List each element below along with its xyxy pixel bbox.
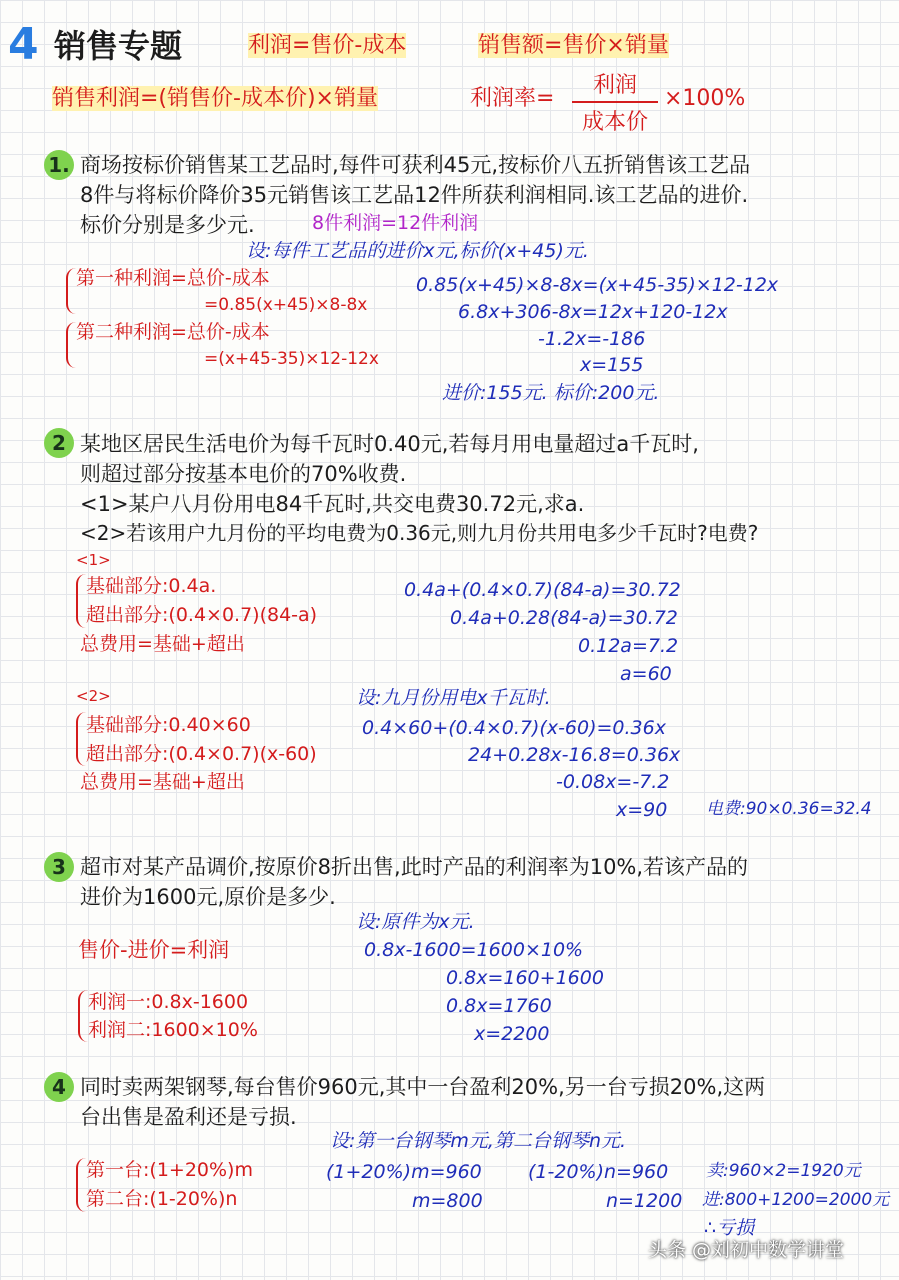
problem-3-line-1: 超市对某产品调价,按原价8折出售,此时产品的利润率为10%,若该产品的 <box>80 855 749 879</box>
problem-1-left-4: =(x+45-35)×12-12x <box>204 349 379 369</box>
formula-profit-rate-suffix: ×100% <box>664 86 746 111</box>
fraction-numerator: 利润 <box>592 73 637 98</box>
problem-3-eq-4: x=2200 <box>474 1023 550 1045</box>
problem-4-brace <box>76 1158 86 1212</box>
problem-4-buy: 进:800+1200=2000元 <box>702 1190 890 1210</box>
problem-1-eq-3: -1.2x=-186 <box>538 328 646 350</box>
problem-4-sell: 卖:960×2=1920元 <box>706 1161 861 1181</box>
problem-4-badge: 4 <box>44 1072 74 1102</box>
problem-1-badge: 1. <box>44 150 74 180</box>
chapter-number: 4 <box>8 19 39 70</box>
problem-4-left-2: 第二台:(1-20%)n <box>86 1188 238 1210</box>
problem-1-left-2: =0.85(x+45)×8-8x <box>204 295 368 315</box>
problem-4-eq-m-2: m=800 <box>412 1190 483 1212</box>
problem-2-p1-left-1: 基础部分:0.4a. <box>86 575 217 597</box>
problem-2-badge: 2 <box>44 428 74 458</box>
problem-2-line-2: 则超过部分按基本电价的70%收费. <box>80 462 407 486</box>
chapter-title: 销售专题 <box>54 27 183 65</box>
problem-3-left-2: 利润二:1600×10% <box>88 1019 258 1041</box>
formula-profit-rate-prefix: 利润率= <box>470 86 555 111</box>
problem-4-result: ∴亏损 <box>704 1217 755 1239</box>
problem-2-p2-left-2: 超出部分:(0.4×0.7)(x-60) <box>86 743 317 765</box>
problem-2-p2-eq-3: -0.08x=-7.2 <box>556 771 670 793</box>
problem-1-left-1: 第一种利润=总价-成本 <box>76 267 270 289</box>
problem-2-part-2-label: <2> <box>76 687 111 705</box>
formula-profit: 利润=售价-成本 <box>248 33 407 58</box>
problem-2-p2-fee: 电费:90×0.36=32.4 <box>706 799 872 819</box>
problem-1-line-3: 标价分别是多少元. <box>80 213 255 237</box>
formula-profit-rate-fraction <box>572 68 658 136</box>
fraction-denominator: 成本价 <box>581 110 648 135</box>
problem-2-p2-left-1: 基础部分:0.40×60 <box>86 714 251 736</box>
watermark: 头条 @刘初中数学讲堂 <box>648 1239 845 1261</box>
problem-4-line-2: 台出售是盈利还是亏损. <box>80 1105 297 1129</box>
problem-3-eq-3: 0.8x=1760 <box>446 995 552 1017</box>
problem-2-p1-left-2: 超出部分:(0.4×0.7)(84-a) <box>86 604 318 626</box>
problem-3-rule: 售价-进价=利润 <box>78 938 230 962</box>
problem-3-line-2: 进价为1600元,原价是多少. <box>80 885 336 909</box>
problem-1-line-2: 8件与将标价降价35元销售该工艺品12件所获利润相同.该工艺品的进价. <box>80 183 749 207</box>
problem-1-eq-2: 6.8x+306-8x=12x+120-12x <box>458 301 728 323</box>
problem-2-brace-2 <box>76 712 86 766</box>
problem-1-eq-1: 0.85(x+45)×8-8x=(x+45-35)×12-12x <box>416 274 779 296</box>
problem-2-p2-setup: 设:九月份用电x千瓦时. <box>356 687 551 709</box>
problem-2-line-3: <1>某户八月份用电84千瓦时,共交电费30.72元,求a. <box>80 492 585 516</box>
problem-1-brace-1 <box>66 268 76 314</box>
problem-1-eq-4: x=155 <box>580 354 644 376</box>
problem-1-setup: 设:每件工艺品的进价x元,标价(x+45)元. <box>246 240 589 262</box>
problem-2-p1-left-3: 总费用=基础+超出 <box>80 633 245 655</box>
problem-4-line-1: 同时卖两架钢琴,每台售价960元,其中一台盈利20%,另一台亏损20%,这两 <box>80 1075 766 1099</box>
problem-2-line-1: 某地区居民生活电价为每千瓦时0.40元,若每月用电量超过a千瓦时, <box>80 432 699 456</box>
problem-2-p1-eq-3: 0.12a=7.2 <box>578 635 679 657</box>
problem-1-brace-2 <box>66 322 76 368</box>
problem-3-eq-1: 0.8x-1600=1600×10% <box>364 939 584 961</box>
problem-4-setup: 设:第一台钢琴m元,第二台钢琴n元. <box>330 1130 627 1152</box>
problem-4-eq-m-1: (1+20%)m=960 <box>326 1161 482 1183</box>
problem-3-brace <box>78 990 88 1042</box>
problem-2-line-4: <2>若该用户九月份的平均电费为0.36元,则九月份共用电多少千瓦时?电费? <box>80 521 759 545</box>
problem-2-p2-eq-1: 0.4×60+(0.4×0.7)(x-60)=0.36x <box>362 717 666 739</box>
problem-1-line-1: 商场按标价销售某工艺品时,每件可获利45元,按标价八五折销售该工艺品 <box>80 153 751 177</box>
problem-4-left-1: 第一台:(1+20%)m <box>86 1159 253 1181</box>
problem-4-eq-n-1: (1-20%)n=960 <box>528 1161 669 1183</box>
problem-2-p2-eq-2: 24+0.28x-16.8=0.36x <box>468 744 681 766</box>
problem-3-eq-2: 0.8x=160+1600 <box>446 967 604 989</box>
problem-2-part-1-label: <1> <box>76 551 111 569</box>
fraction-bar <box>572 101 658 103</box>
problem-2-p2-eq-4: x=90 <box>616 799 668 821</box>
problem-3-badge: 3 <box>44 852 74 882</box>
problem-2-p1-eq-2: 0.4a+0.28(84-a)=30.72 <box>450 607 678 629</box>
problem-1-left-3: 第二种利润=总价-成本 <box>76 321 270 343</box>
formula-sales-amount: 销售额=售价×销量 <box>478 33 669 58</box>
formula-sales-profit: 销售利润=(销售价-成本价)×销量 <box>52 86 378 111</box>
problem-1-answer: 进价:155元. 标价:200元. <box>442 382 660 404</box>
problem-2-p1-eq-1: 0.4a+(0.4×0.7)(84-a)=30.72 <box>404 579 681 601</box>
problem-2-p2-left-3: 总费用=基础+超出 <box>80 771 245 793</box>
problem-4-eq-n-2: n=1200 <box>606 1190 683 1212</box>
problem-2-p1-eq-4: a=60 <box>620 663 672 685</box>
problem-3-setup: 设:原件为x元. <box>356 911 475 933</box>
problem-3-left-1: 利润一:0.8x-1600 <box>88 991 249 1013</box>
problem-2-brace-1 <box>76 574 86 628</box>
problem-1-note: 8件利润=12件利润 <box>312 212 479 234</box>
